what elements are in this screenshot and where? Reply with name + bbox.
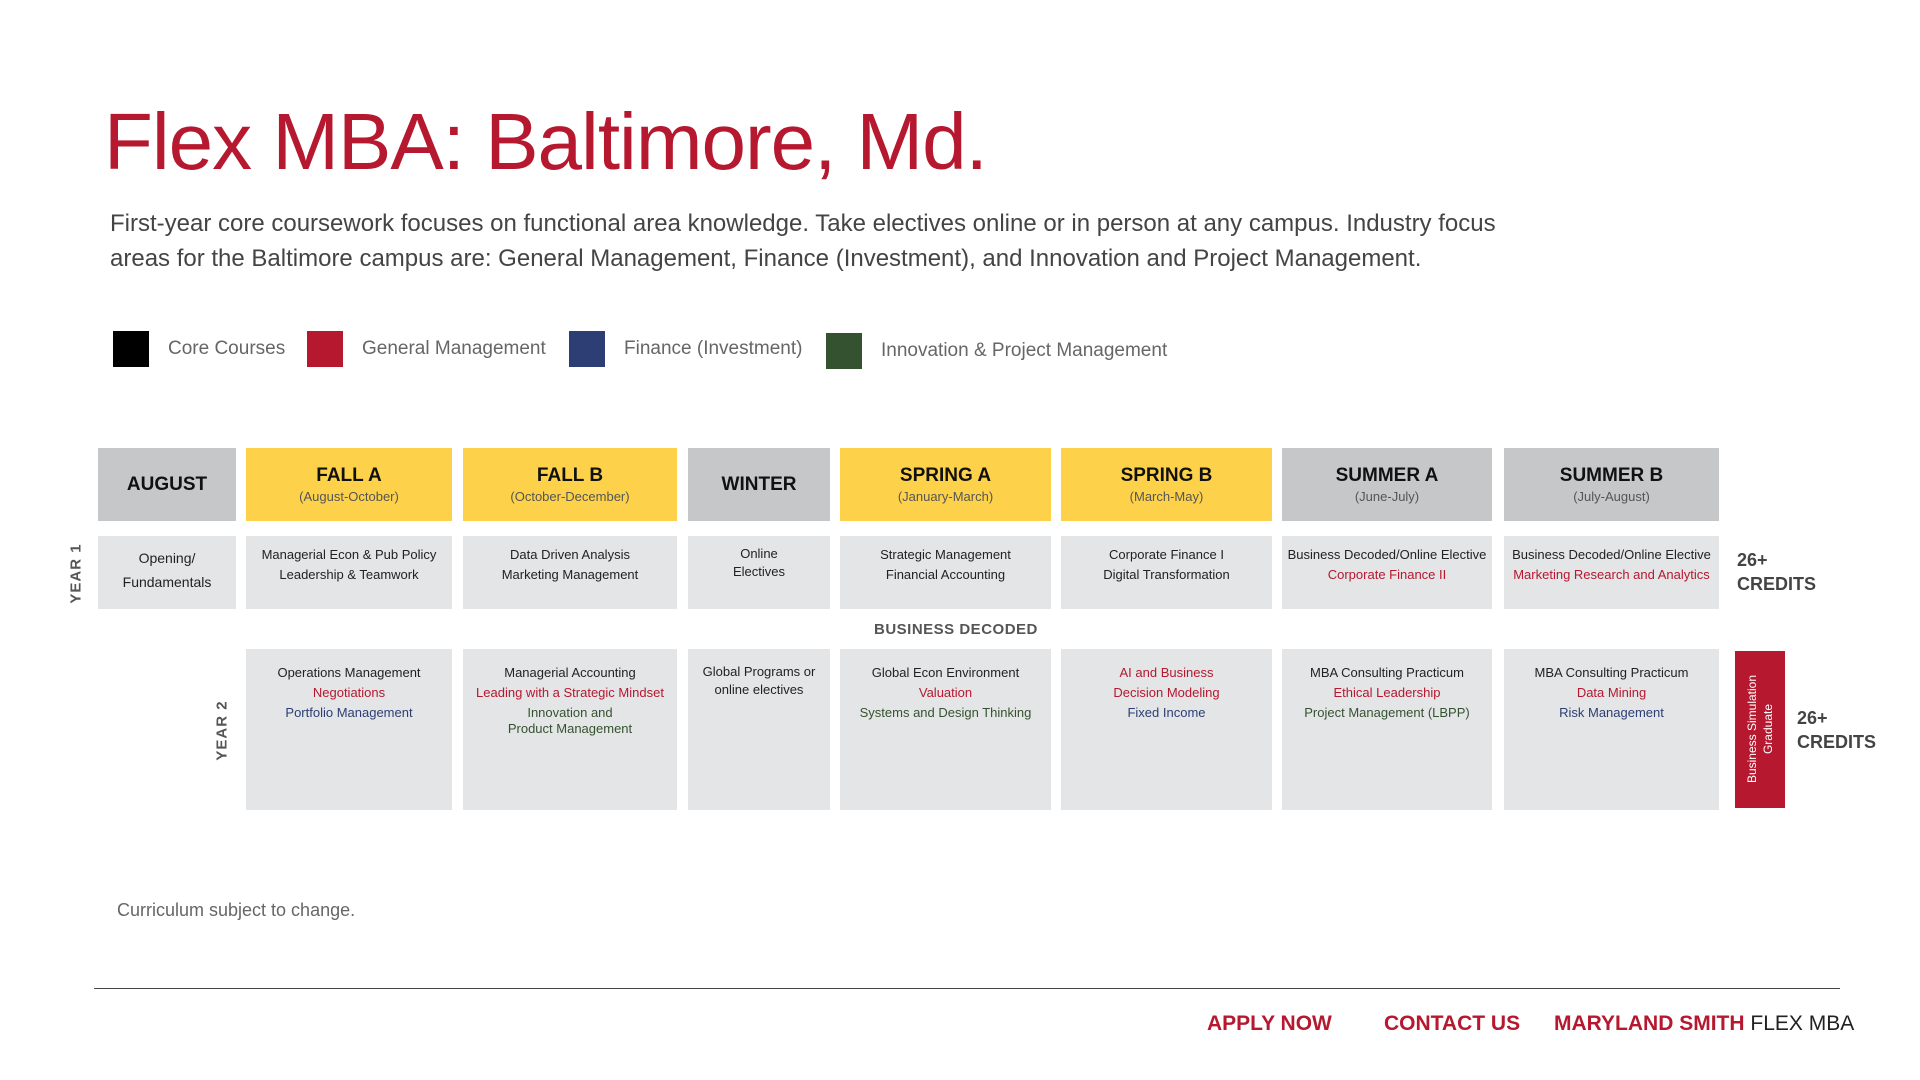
course: Electives: [732, 564, 786, 579]
term-header-winter: [688, 448, 830, 521]
legend-finance: [569, 330, 802, 368]
legend-swatch-innovation: [826, 333, 862, 369]
apply-now-link[interactable]: APPLY NOW: [1207, 1012, 1332, 1035]
term-dates: (October-December): [510, 488, 630, 504]
legend-general-management: [307, 330, 546, 368]
term-header-august: [98, 448, 236, 521]
course-general-management: Negotiations: [312, 685, 386, 700]
footer-divider: [94, 988, 1840, 989]
curriculum-note: Curriculum subject to change.: [117, 900, 356, 920]
term-header-summer-b: [1504, 448, 1719, 521]
term-dates: (August-October): [299, 488, 399, 504]
term-header-spring-b: [1061, 448, 1272, 521]
term-name: WINTER: [721, 473, 797, 495]
contact-us-link[interactable]: CONTACT US: [1384, 1012, 1521, 1035]
term-dates: (January-March): [897, 488, 994, 504]
legend-swatch-general-management: [307, 331, 343, 367]
course-finance: Fixed Income: [1127, 705, 1206, 720]
course-general-management: Leading with a Strategic Mindset: [476, 685, 664, 700]
legend-label-innovation: Innovation & Project Management: [881, 340, 1168, 361]
y2-cell-spring-a: [840, 649, 1051, 810]
capstone-business-simulation: [1735, 651, 1785, 808]
y1-cell-summer-a: [1282, 536, 1492, 609]
course-innovation: Project Management (LBPP): [1304, 705, 1470, 720]
course-general-management: Corporate Finance II: [1327, 567, 1447, 582]
y1-cell-fall-b: [463, 536, 677, 609]
year-2-label-wrap: [202, 699, 242, 761]
brand-logo: [1554, 1012, 1854, 1036]
intro-line-2: areas for the Baltimore campus are: General Management, Finance (Investment), and Innovation and Project Management.: [110, 245, 1422, 272]
course: MBA Consulting Practicum: [1534, 665, 1689, 680]
capstone-line-2: Graduate: [1761, 703, 1775, 755]
course-innovation: Innovation and: [527, 705, 613, 720]
course-general-management: Marketing Research and Analytics: [1513, 567, 1710, 582]
course: Business Decoded/Online Elective: [1512, 547, 1711, 562]
course-general-management: Valuation: [918, 685, 973, 700]
course: Managerial Accounting: [504, 665, 636, 680]
course: Online: [740, 546, 778, 561]
credits-label: CREDITS: [1737, 574, 1817, 594]
course: Marketing Management: [501, 567, 639, 582]
y1-cell-summer-b: [1504, 536, 1719, 609]
course-general-management: Decision Modeling: [1113, 685, 1220, 700]
year-1-credits: [1737, 548, 1816, 596]
year-2-label: YEAR 2: [213, 699, 231, 761]
legend-label-general-management: General Management: [362, 338, 546, 359]
legend-core: [113, 330, 285, 368]
course: Operations Management: [277, 665, 421, 680]
intro-text: [110, 206, 1510, 276]
term-dates: (June-July): [1354, 488, 1420, 504]
term-header-summer-a: [1282, 448, 1492, 521]
course: online electives: [714, 682, 804, 697]
y2-cell-summer-b: [1504, 649, 1719, 810]
term-name: SPRING A: [899, 464, 992, 486]
credits-count: 26+: [1737, 550, 1768, 570]
term-name: AUGUST: [126, 473, 208, 495]
course-innovation: Systems and Design Thinking: [859, 705, 1032, 720]
term-name: SPRING B: [1120, 464, 1213, 486]
legend-innovation: [826, 332, 1167, 370]
course: Global Programs or: [702, 664, 816, 679]
credits-label: CREDITS: [1797, 732, 1877, 752]
y2-cell-fall-a: [246, 649, 452, 810]
course-general-management: Ethical Leadership: [1333, 685, 1441, 700]
term-name: FALL A: [316, 464, 382, 486]
term-dates: (July-August): [1573, 488, 1650, 504]
term-header-spring-a: [840, 448, 1051, 521]
y1-cell-august: [98, 536, 236, 609]
y1-cell-winter: [688, 536, 830, 609]
course: Data Driven Analysis: [510, 547, 630, 562]
course: Business Decoded/Online Elective: [1287, 547, 1487, 562]
legend-swatch-finance: [569, 331, 605, 367]
course: Leadership & Teamwork: [279, 567, 419, 582]
course-general-management: AI and Business: [1119, 665, 1214, 680]
year-1-label-wrap: [56, 542, 96, 604]
course-finance: Portfolio Management: [285, 705, 413, 720]
term-name: SUMMER B: [1559, 464, 1664, 486]
legend-label-core: Core Courses: [168, 338, 286, 359]
course: Fundamentals: [122, 574, 212, 590]
intro-line-1: First-year core coursework focuses on functional area knowledge. Take electives online or in person at any campus. Industry focus: [110, 210, 1496, 237]
course-finance: Risk Management: [1559, 705, 1664, 720]
legend-label-finance: Finance (Investment): [624, 338, 803, 359]
brand-school: MARYLAND SMITH: [1554, 1012, 1745, 1035]
credits-count: 26+: [1797, 708, 1828, 728]
title-location: Baltimore, Md.: [485, 97, 987, 186]
year-2-credits: [1797, 706, 1876, 754]
course-general-management: Data Mining: [1576, 685, 1647, 700]
y2-cell-spring-b: [1061, 649, 1272, 810]
brand-program: FLEX MBA: [1750, 1012, 1855, 1035]
course: Financial Accounting: [885, 567, 1006, 582]
page-title: [104, 92, 987, 192]
capstone-text: [1744, 651, 1776, 808]
term-header-fall-a: [246, 448, 452, 521]
course-innovation: Product Management: [507, 721, 633, 736]
capstone-line-1: Business Simulation: [1745, 674, 1759, 784]
term-name: SUMMER A: [1335, 464, 1439, 486]
course: Opening/: [138, 550, 196, 566]
term-dates: (March-May): [1129, 488, 1204, 504]
y2-cell-summer-a: [1282, 649, 1492, 810]
course: MBA Consulting Practicum: [1310, 665, 1464, 680]
y2-cell-winter: [688, 649, 830, 810]
term-name: FALL B: [536, 464, 604, 486]
y1-cell-spring-b: [1061, 536, 1272, 609]
course: Strategic Management: [880, 547, 1011, 562]
legend-swatch-core: [113, 331, 149, 367]
course: Managerial Econ & Pub Policy: [261, 547, 437, 562]
course: Global Econ Environment: [871, 665, 1020, 680]
course: Digital Transformation: [1103, 567, 1230, 582]
term-header-fall-b: [463, 448, 677, 521]
course: Corporate Finance I: [1109, 547, 1224, 562]
y2-cell-fall-b: [463, 649, 677, 810]
business-decoded-label: BUSINESS DECODED: [874, 621, 1038, 638]
y1-cell-fall-a: [246, 536, 452, 609]
year-1-label: YEAR 1: [67, 542, 85, 604]
title-program: Flex MBA:: [104, 97, 464, 186]
y1-cell-spring-a: [840, 536, 1051, 609]
